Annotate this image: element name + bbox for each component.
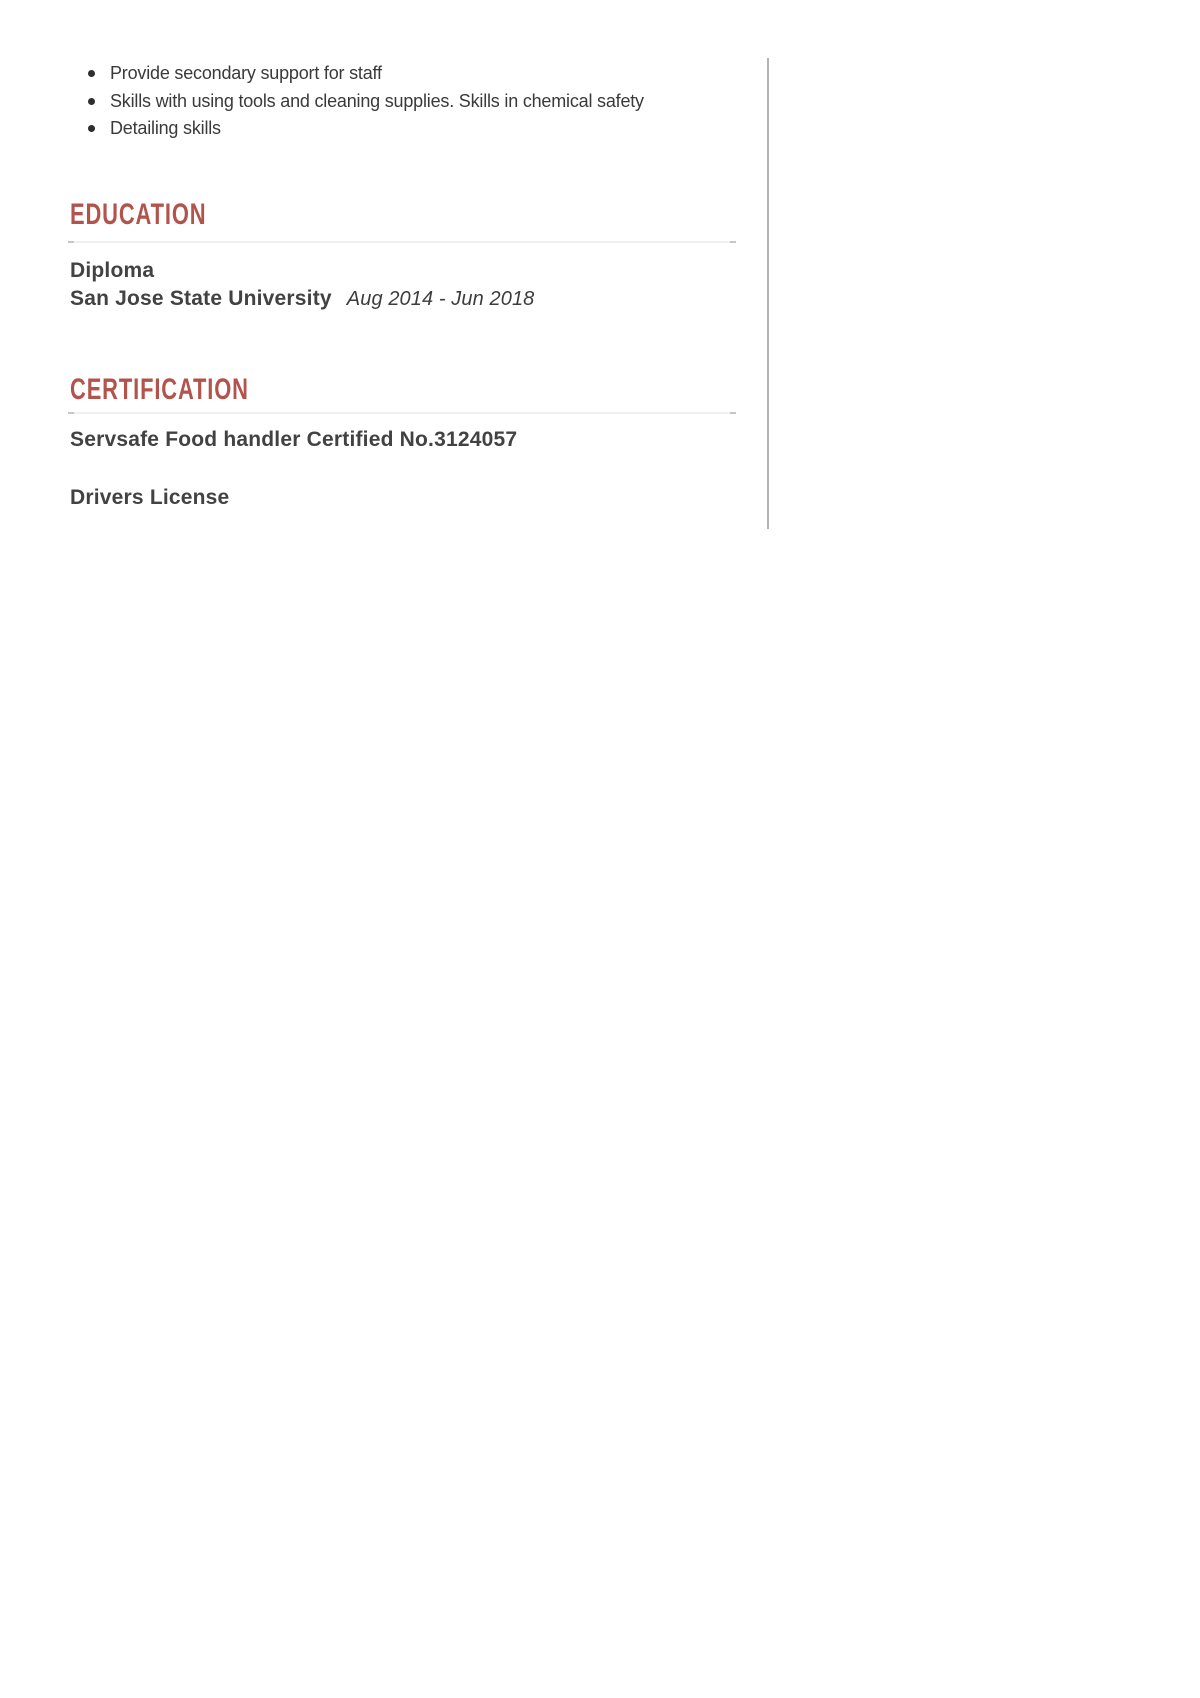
date-range: Aug 2014 - Jun 2018 [346, 288, 535, 310]
certification-item: Servsafe Food handler Certified No.3124057 [70, 428, 518, 451]
bullet-item: Detailing skills [110, 115, 770, 143]
education-entry-row [70, 286, 534, 312]
bullet-list [110, 60, 770, 143]
section-heading-certification: CERTIFICATION [70, 373, 249, 406]
bullet-item: Provide secondary support for staff [110, 60, 770, 88]
bullet-item: Skills with using tools and cleaning supplies. Skills in chemical safety [110, 88, 770, 116]
section-rule [68, 412, 736, 414]
degree-title: Diploma [70, 259, 155, 282]
section-rule [68, 241, 736, 243]
certification-item: Drivers License [70, 486, 230, 509]
school-name: San Jose State University [70, 287, 332, 310]
section-heading-education: EDUCATION [70, 198, 207, 231]
vertical-divider [767, 58, 769, 529]
